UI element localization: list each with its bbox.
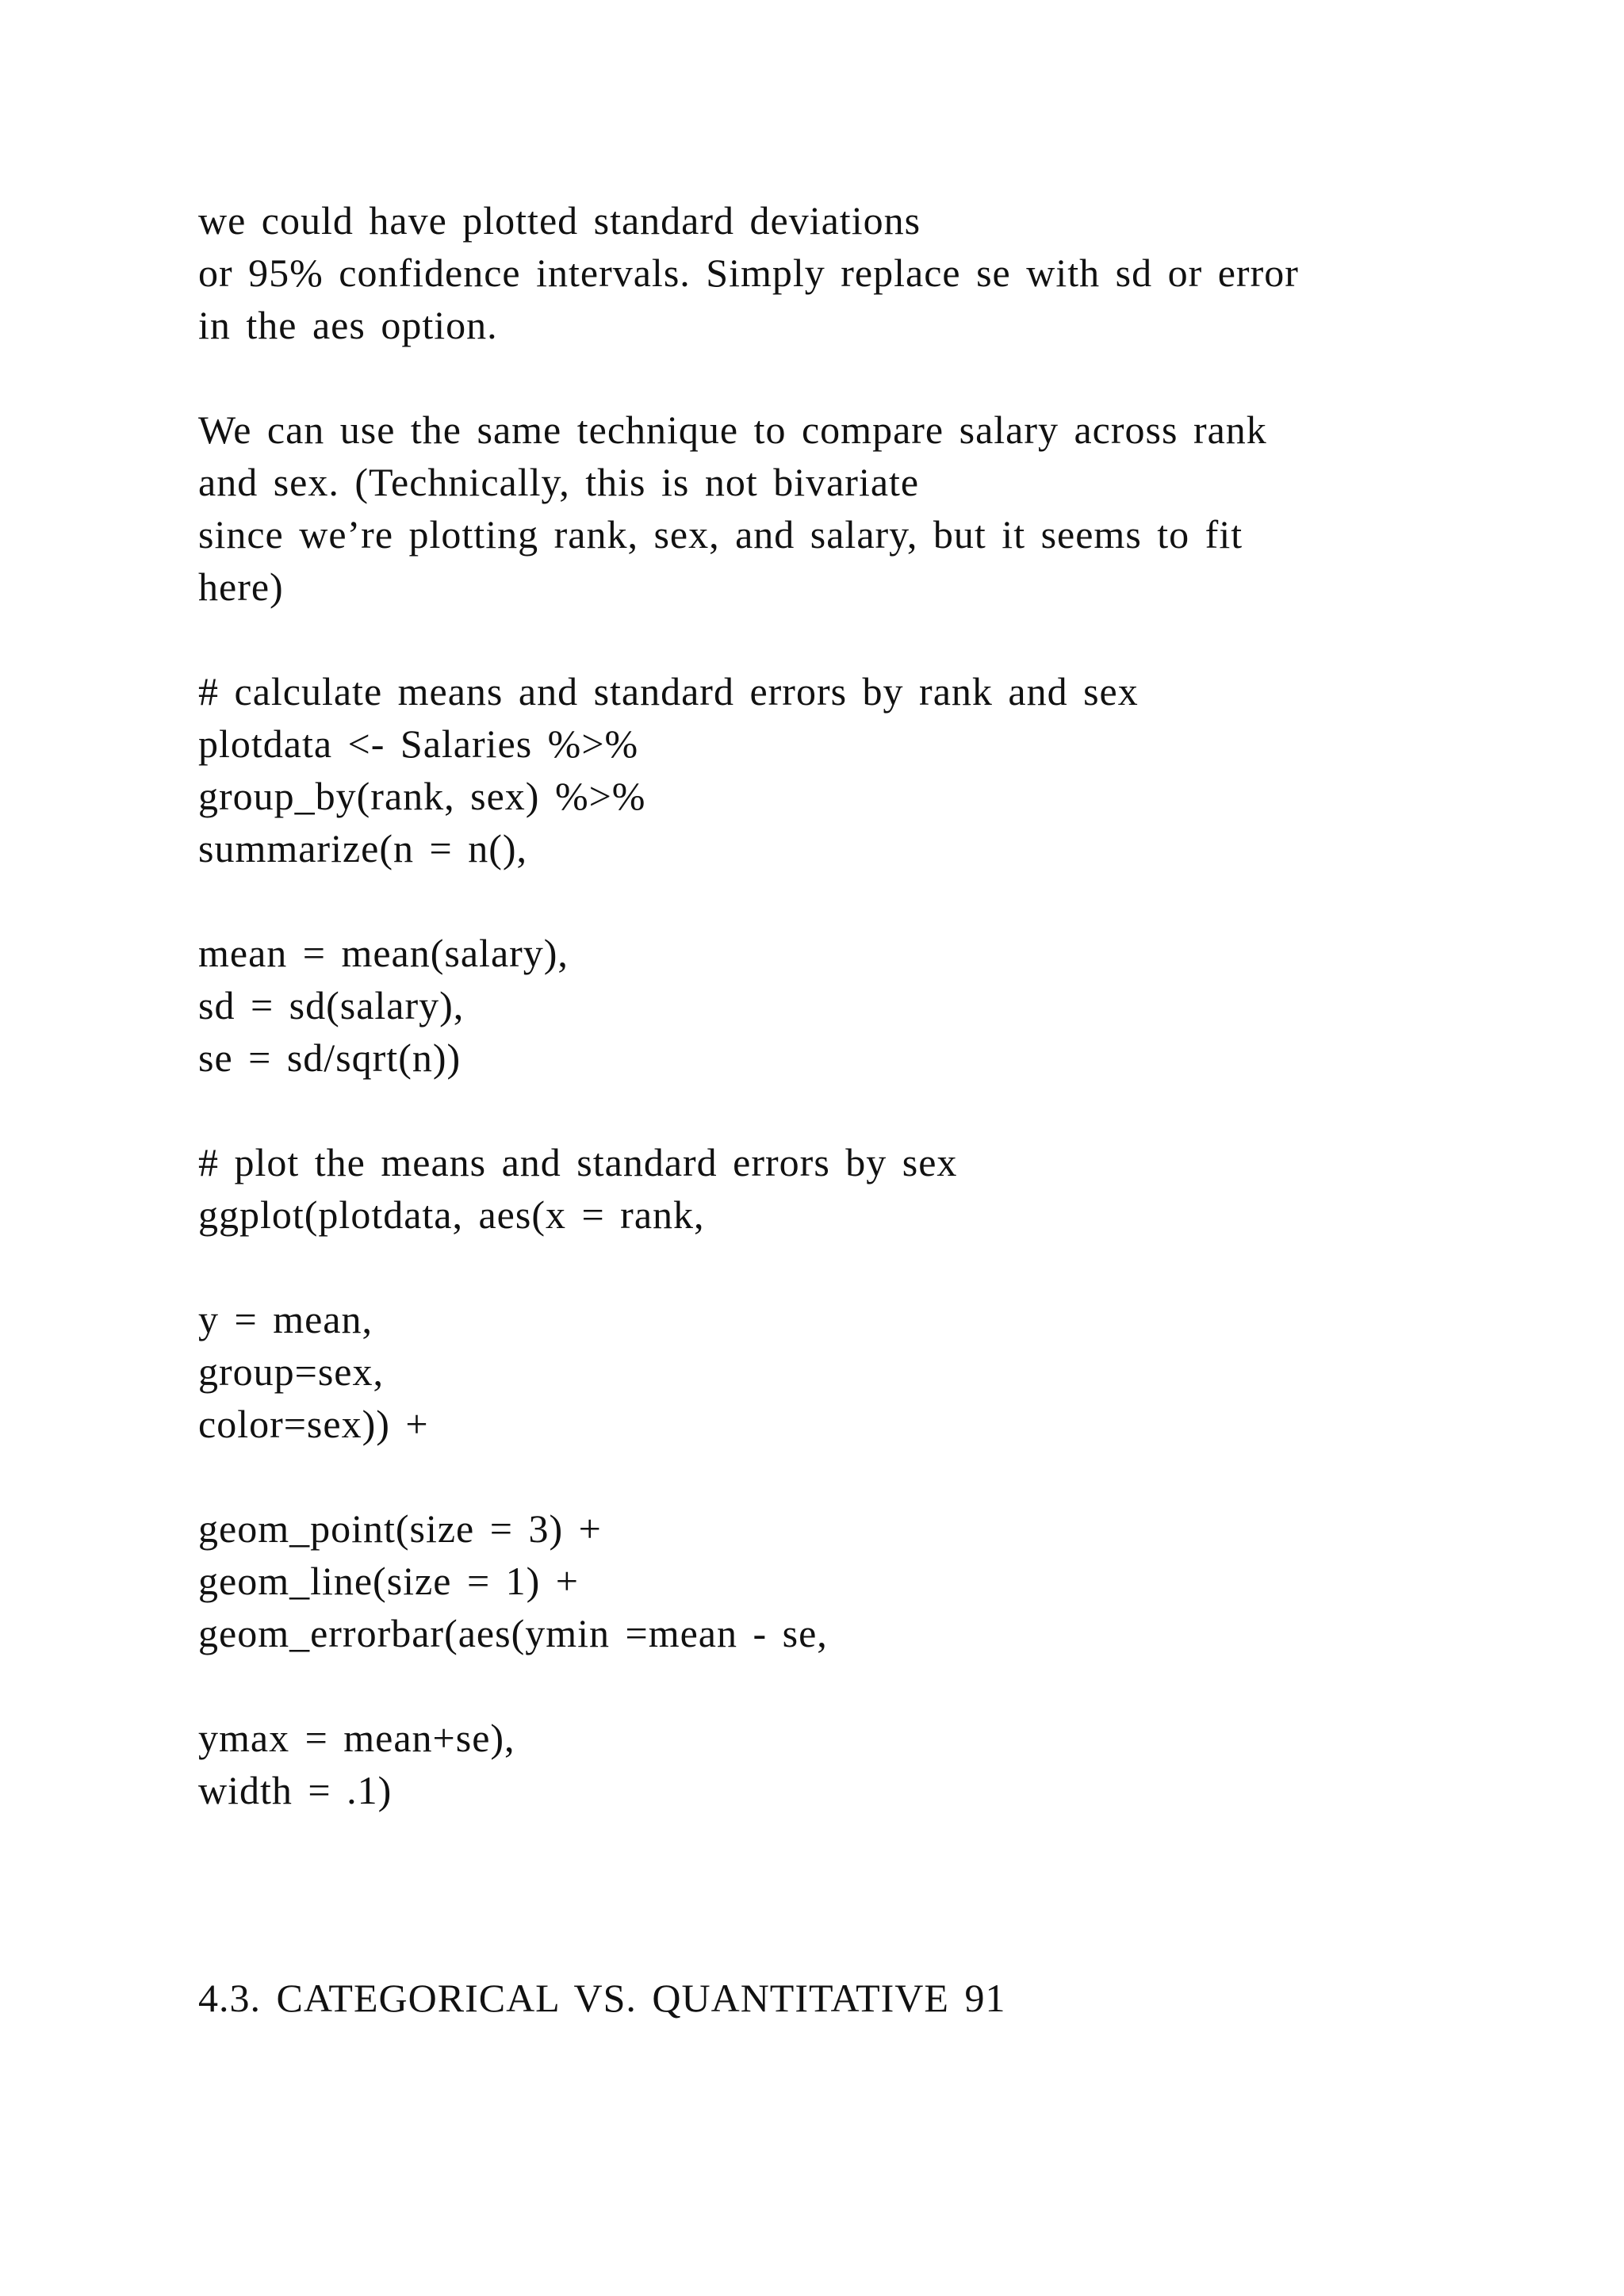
text-line: we could have plotted standard deviations [198, 198, 921, 243]
code-line: geom_errorbar(aes(ymin =mean - se, [198, 1611, 828, 1655]
text-line: We can use the same technique to compare salary across rank [198, 408, 1267, 452]
page-footer: 4.3. CATEGORICAL VS. QUANTITATIVE 91 [198, 1976, 1006, 2020]
code-line: ggplot(plotdata, aes(x = rank, [198, 1192, 705, 1237]
code-line: color=sex)) + [198, 1402, 429, 1446]
code-line: sd = sd(salary), [198, 983, 465, 1027]
text-line: in the aes option. [198, 303, 498, 347]
code-line: y = mean, [198, 1297, 373, 1341]
text-line: since we’re plotting rank, sex, and salary, but it seems to fit [198, 512, 1243, 557]
code-line: se = sd/sqrt(n)) [198, 1035, 462, 1080]
text-line: or 95% confidence intervals. Simply replace se with sd or error [198, 251, 1299, 295]
code-line: width = .1) [198, 1768, 393, 1812]
code-line: summarize(n = n(), [198, 826, 528, 871]
code-line: group=sex, [198, 1349, 384, 1394]
code-line: geom_line(size = 1) + [198, 1559, 579, 1603]
text-line: here) [198, 564, 284, 609]
text-line: and sex. (Technically, this is not bivariate [198, 460, 920, 504]
code-line: group_by(rank, sex) %>% [198, 774, 646, 818]
code-line: # calculate means and standard errors by rank and sex [198, 669, 1139, 714]
code-line: mean = mean(salary), [198, 931, 569, 975]
code-line: # plot the means and standard errors by sex [198, 1140, 958, 1184]
code-line: geom_point(size = 3) + [198, 1506, 602, 1551]
code-line: plotdata <- Salaries %>% [198, 721, 639, 766]
code-line: ymax = mean+se), [198, 1716, 515, 1760]
